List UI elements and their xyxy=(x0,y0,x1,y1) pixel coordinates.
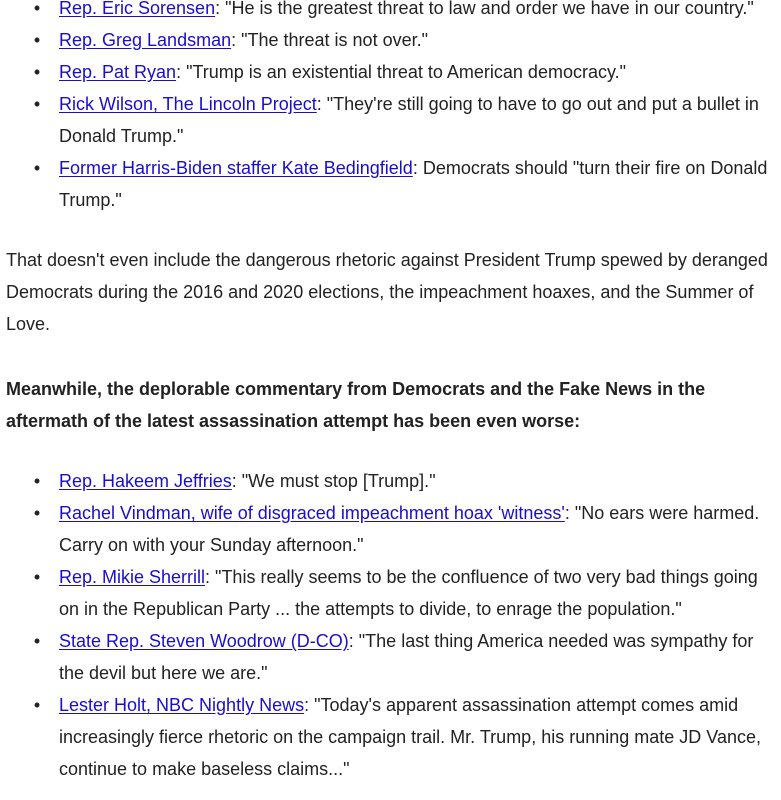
source-link[interactable]: Rep. Mikie Sherrill xyxy=(59,567,206,587)
bullet-icon: • xyxy=(33,567,41,587)
quote-list-second xyxy=(0,465,781,785)
bold-lead-paragraph: Meanwhile, the deplorable commentary from Democrats and the Fake News in the aftermath of the latest assassination attempt has been even worse: xyxy=(6,379,706,431)
source-link[interactable]: Rep. Greg Landsman xyxy=(59,30,232,50)
quote-text: : "This really seems to be the confluence of two very bad things going on in the Republican Party ... the attempts to divide, to enrage the population." xyxy=(59,567,758,619)
list-item xyxy=(33,689,781,785)
list-item xyxy=(33,625,781,689)
bullet-icon: • xyxy=(33,471,41,491)
list-item xyxy=(33,561,781,625)
quote-list-first xyxy=(0,0,781,216)
bullet-icon: • xyxy=(33,62,41,82)
bullet-icon: • xyxy=(33,158,41,178)
bullet-icon: • xyxy=(33,94,41,114)
list-item xyxy=(33,497,781,561)
quote-text: : "The last thing America needed was sympathy for the devil but here we are." xyxy=(59,631,754,683)
quote-text: : "They're still going to have to go out and put a bullet in Donald Trump." xyxy=(59,94,759,146)
source-link[interactable]: State Rep. Steven Woodrow (D-CO) xyxy=(59,631,349,651)
quote-text: : "He is the greatest threat to law and order we have in our country." xyxy=(215,0,754,18)
quote-text: : "No ears were harmed. Carry on with your Sunday afternoon." xyxy=(59,503,760,555)
quote-text: : "We must stop [Trump]." xyxy=(231,471,436,491)
list-item xyxy=(33,152,781,216)
quote-text: : "Trump is an existential threat to American democracy." xyxy=(176,62,627,82)
quote-text: : "The threat is not over." xyxy=(231,30,428,50)
source-link[interactable]: Rachel Vindman, wife of disgraced impeachment hoax 'witness' xyxy=(59,503,565,523)
bullet-icon: • xyxy=(33,503,41,523)
source-link[interactable]: Rep. Eric Sorensen xyxy=(59,0,216,18)
list-item xyxy=(33,0,781,24)
list-item xyxy=(33,24,781,56)
source-link[interactable]: Rep. Hakeem Jeffries xyxy=(59,471,232,491)
quote-text: : "Today's apparent assassination attempt comes amid increasingly fierce rhetoric on the campaign trail. Mr. Trump, his running mate JD Vance, continue to make baseless claims..." xyxy=(59,695,761,779)
source-link[interactable]: Rep. Pat Ryan xyxy=(59,62,177,82)
list-item xyxy=(33,56,781,88)
bullet-icon: • xyxy=(33,30,41,50)
source-link[interactable]: Former Harris-Biden staffer Kate Bedingfield xyxy=(59,158,413,178)
list-item xyxy=(33,465,781,497)
source-link[interactable]: Lester Holt, NBC Nightly News xyxy=(59,695,305,715)
bullet-icon: • xyxy=(33,0,41,18)
bullet-icon: • xyxy=(33,631,41,651)
bullet-icon: • xyxy=(33,695,41,715)
source-link[interactable]: Rick Wilson, The Lincoln Project xyxy=(59,94,317,114)
body-paragraph: That doesn't even include the dangerous rhetoric against President Trump spewed by deranged Democrats during the 2016 and 2020 elections, the impeachment hoaxes, and the Summer of Love. xyxy=(6,250,768,334)
quote-text: : Democrats should "turn their fire on Donald Trump." xyxy=(59,158,768,210)
list-item xyxy=(33,88,781,152)
